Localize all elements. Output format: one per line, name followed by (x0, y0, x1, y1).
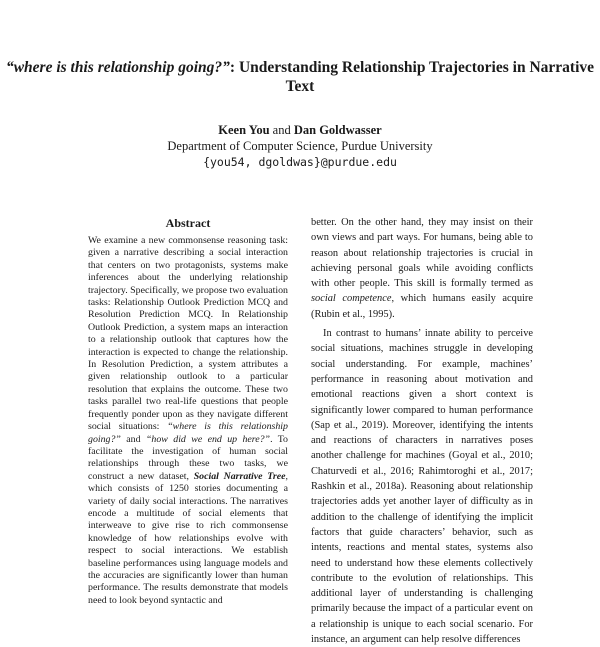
abstract-text (88, 235, 288, 607)
paper-title (0, 58, 600, 96)
social-competence-term: social competence (311, 293, 392, 305)
abstract-part-2: and (120, 433, 146, 445)
author-names (0, 122, 600, 138)
affiliation: Department of Computer Science, Purdue University (167, 139, 433, 153)
body-paragraph-1 (311, 215, 533, 322)
abstract-part-4: , which consists of 1250 stories documenting a variety of daily social interactions. The narratives encode a multitude of social elements that interweave to give rise to rich commonsense knowledge of how relationships evolve with respect to social interactions. We establish baseline performances using language models and the accuracies are significantly lower than human performance. The results demonstrate that models need to look beyond syntactic and (88, 470, 288, 606)
email: {you54, dgoldwas}@purdue.edu (203, 155, 397, 169)
abstract-part-3: . To facilitate the investigation of human social relationships through these two tasks, we construct a new dataset, (88, 433, 288, 482)
introduction-text (311, 215, 533, 647)
author-2: Dan Goldwasser (293, 123, 382, 137)
abstract-quote-1: “where is this relationship going?” (88, 421, 288, 445)
body-paragraph-2: In contrast to humans’ innate ability to perceive social situations, machines struggle in developing social understanding. For example, machines’ performance in reasoning about motivation and emotional reactions given a short context is significantly lower compared to human performance (Sap et al., 2019). Moreover, identifying the intents and reactions of characters in narratives poses another challenge for machines (Goyal et al., 2010; Chaturvedi et al., 2016; Rahimtoroghi et al., 2017; Rashkin et al., 2018a). Reasoning about relationship trajectories adds yet another layer of difficulty as in addition to the challenge of identifying the implicit factors that guide characters’ behavior, such as intents, reactions and mental states, systems also need to understand how these elements collectively contribute to the evolution of relationships. This additional layer of understanding is challenging primarily because the impact of a particular event on a relationship is unique to each social scenario. For instance, an argument can help resolve differences (311, 328, 533, 646)
abstract-heading: Abstract (165, 216, 211, 230)
title-quote: “where is this relationship going?” (5, 59, 230, 76)
abstract-part-1: We examine a new commonsense reasoning task: given a narrative describing a social interaction that centers on two protagonists, systems make inferences about the underlying relationship trajectory. Specifically, we propose two evaluation tasks: Relationship Outlook Prediction MCQ and Resolution Prediction MCQ. In Relationship Outlook Prediction, a system maps an interaction to a relationship outlook that captures how the interaction is expected to change the relationship. In Resolution Prediction, a system attributes a given relationship outlook to a particular resolution that explains the outcome. These two tasks parallel two real-life questions that people frequently ponder upon as they navigate different social situations: (88, 235, 288, 433)
author-conjunction: and (272, 123, 291, 137)
para-1-a: better. On the other hand, they may insist on their own views and part ways. For humans, being able to reason about relationship trajectories is crucial in achieving personal goals while avoiding conflicts with other people. This skill is formally termed as (311, 217, 533, 290)
author-block (0, 122, 600, 170)
abstract-quote-2: “how did we end up here?” (145, 433, 271, 445)
author-1: Keen You (218, 123, 270, 137)
dataset-name: Social Narrative Tree (193, 470, 286, 482)
title-rest: : Understanding Relationship Trajectories in Narrative Text (229, 59, 595, 95)
para-1-b: , which humans easily acquire (Rubin et al., 1995). (311, 293, 533, 320)
